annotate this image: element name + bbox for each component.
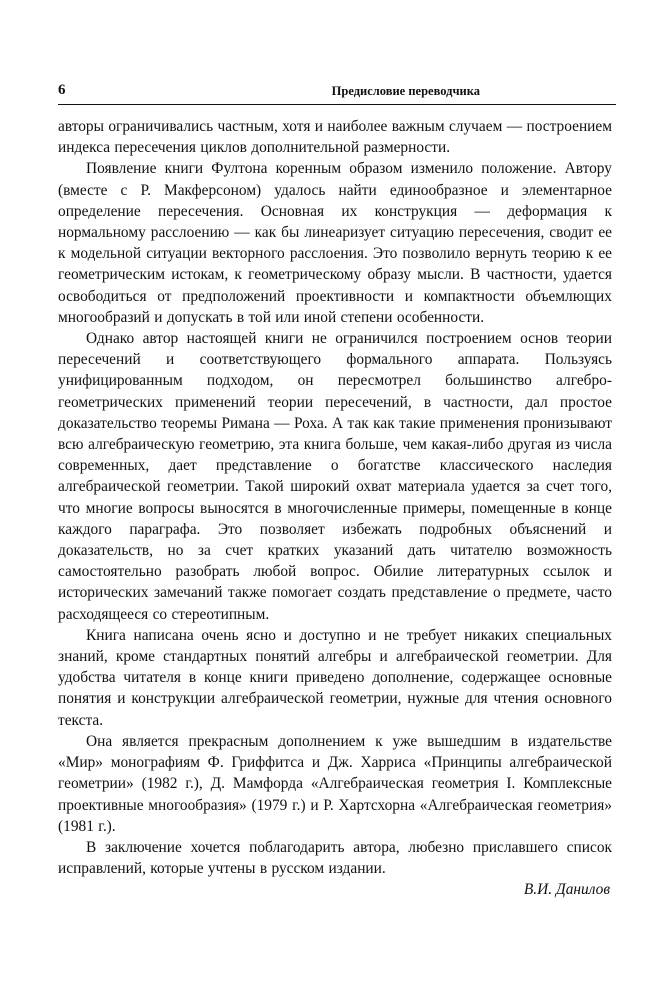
header-rule	[58, 104, 616, 105]
page-number: 6	[58, 82, 66, 98]
translator-signature: В.И. Данилов	[523, 881, 610, 899]
paragraph-accessibility: Книга написана очень ясно и доступно и не требует никаких специальных знаний, кроме стандартных понятий алгебры и алгебраической геометрии. Для удобства читателя в конце книги приведено дополнение, содержащее основные понятия и конструкции алгебраической геометрии, нужные для чтения основного текста.	[58, 626, 612, 729]
paragraph-fulton-book: Появление книги Фултона коренным образом изменило положение. Автору (вместе с Р. Макферсоном) удалось найти единообразное и элементарное определение пересечения. Основная их конструкция — деформация к нормальному расслоению — как бы линеаризует ситуацию пересечения, сводит ее к модельной ситуации векторного расслоения. Это позволило вернуть теорию к ее геометрическим истокам, к геометрическому образу мысли. В частности, удается освободиться от предположений проективности и компактности объемлющих многообразий и допускать в той или иной степени особенности.	[58, 160, 612, 326]
paragraph-author-approach: Однако автор настоящей книги не ограничился построением основ теории пересечений и соответствующего формального аппарата. Пользуясь унифицированным подходом, он пересмотрел большинство алгебро-геометрических применений теории пересечений, в частности, дал простое доказательство теоремы Римана — Роха. А так как такие применения пронизывают всю алгебраическую геометрию, эта книга больше, чем какая-либо другая из числа современных, дает представление о богатстве классического наследия алгебраической геометрии. Такой широкий охват материала удается за счет того, что многие вопросы выносятся в многочисленные примеры, помещенные в конце каждого параграфа. Это позволяет избежать подробных объяснений и доказательств, но за счет кратких указаний дать читателю возможность самостоятельно разобрать любой вопрос. Обилие литературных ссылок и исторических замечаний также помогает создать представление о предмете, часто расходящееся со стереотипным.	[58, 330, 612, 623]
paragraph-related-monographs: Она является прекрасным дополнением к уже вышедшим в издательстве «Мир» монографиям Ф. Гриффитса и Дж. Харриса «Принципы алгебраической геометрии» (1982 г.), Д. Мамфорда «Алгебраическая геометрия I. Комплексные проективные многообразия» (1979 г.) и Р. Хартсхорна «Алгебраическая геометрия» (1981 г.).	[58, 732, 612, 835]
page-header	[58, 80, 618, 102]
running-title: Предисловие переводчика	[331, 84, 480, 98]
paragraph-acknowledgement: В заключение хочется поблагодарить автора, любезно приславшего список исправлений, которые учтены в русском издании.	[58, 838, 612, 878]
body-text	[58, 116, 612, 901]
paragraph-continuation: авторы ограничивались частным, хотя и наиболее важным случаем — построением индекса пересечения циклов дополнительной размерности.	[58, 118, 612, 157]
